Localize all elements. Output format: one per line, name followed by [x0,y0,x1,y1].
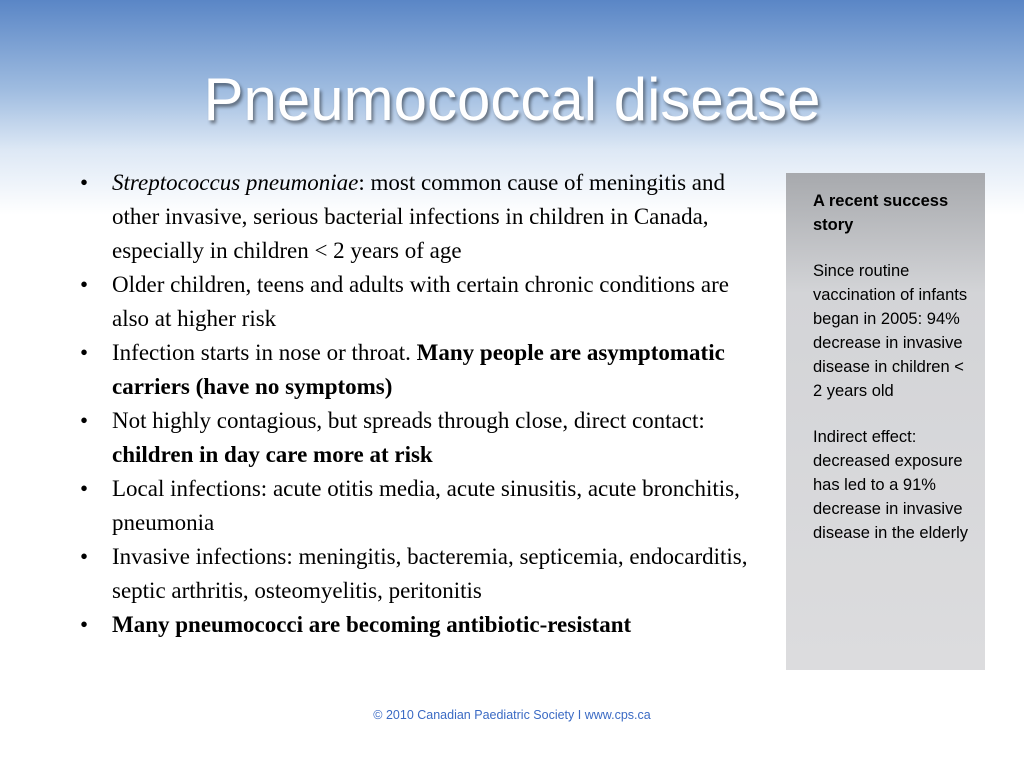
bullet-text: Not highly contagious, but spreads through close, direct contact: [112,408,705,433]
bullet-bold-text: Many people are asymptomatic carriers (have no symptoms) [112,340,725,399]
bullet-bold-text: children in day care more at risk [112,442,433,467]
bullet-icon: • [80,272,89,297]
bullet-text: Invasive infections: meningitis, bacteremia, septicemia, endocarditis, septic arthritis, osteomyelitis, peritonitis [112,544,748,603]
bullet-item [78,540,768,608]
bullet-icon: • [80,170,89,195]
bullet-bold-text: Many pneumococci are becoming antibiotic-resistant [112,612,632,637]
bullet-icon: • [80,476,89,501]
bullet-icon: • [80,544,89,569]
bullet-item [78,268,768,336]
bullet-item [78,336,768,404]
bullet-item [78,608,768,642]
sidebar-paragraph: Indirect effect: decreased exposure has led to a 91% decrease in invasive disease in the elderly [813,428,969,542]
sidebar-paragraph: Since routine vaccination of infants began in 2005: 94% decrease in invasive disease in children < 2 years old [813,262,968,400]
bullet-text: Infection starts in nose or throat. [112,340,417,365]
bullet-text: : most common cause of meningitis and other invasive, serious bacterial infections in children in Canada, especially in children < 2 years of age [112,170,726,263]
bullet-item [78,472,768,540]
bullet-item [78,404,768,472]
sidebar-callout [786,173,985,670]
bullet-icon: • [80,340,89,365]
bullet-italic-text: Streptococcus pneumoniae [112,170,359,195]
bullet-text: Older children, teens and adults with certain chronic conditions are also at higher risk [112,272,729,331]
footer-copyright: © 2010 Canadian Paediatric Society I www.cps.ca [373,708,651,722]
bullet-icon: • [80,612,89,637]
bullet-text: Local infections: acute otitis media, acute sinusitis, acute bronchitis, pneumonia [112,476,740,535]
bullet-item [78,166,768,268]
sidebar-heading: A recent success story [813,192,949,234]
slide-title: Pneumococcal disease [203,66,821,133]
bullet-icon: • [80,408,89,433]
bullet-list [78,166,768,642]
